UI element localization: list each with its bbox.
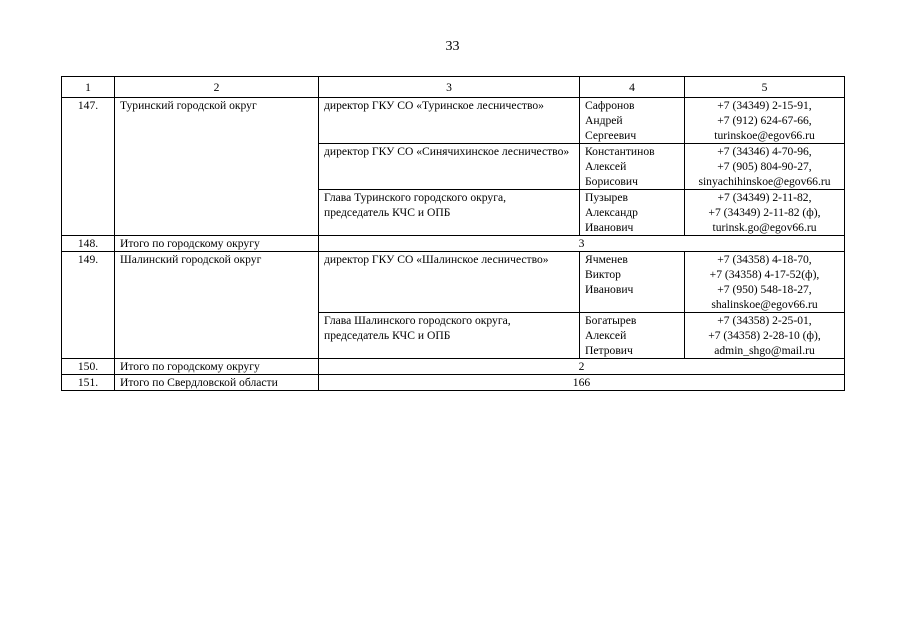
position-cell: Глава Туринского городского округа, председатель КЧС и ОПБ — [319, 190, 580, 236]
position-cell: Глава Шалинского городского округа, председатель КЧС и ОПБ — [319, 313, 580, 359]
surname: Сафронов — [585, 99, 635, 112]
phone: +7 (34358) 4-17-52(ф), — [709, 268, 820, 281]
phone: +7 (950) 548-18-27, — [717, 283, 812, 296]
total-value: 166 — [319, 375, 845, 391]
column-header: 5 — [685, 77, 845, 98]
person-name-cell — [580, 190, 685, 236]
district-name: Шалинский городской округ — [115, 252, 319, 359]
phone: +7 (912) 624-67-66, — [717, 114, 812, 127]
column-header: 4 — [580, 77, 685, 98]
contact-cell — [685, 313, 845, 359]
email: admin_shgo@mail.ru — [714, 344, 815, 357]
contact-cell — [685, 190, 845, 236]
table-header-row — [62, 77, 845, 98]
person-name-cell — [580, 313, 685, 359]
phone: +7 (34346) 4-70-96, — [717, 145, 812, 158]
phone: +7 (34358) 2-28-10 (ф), — [708, 329, 821, 342]
surname: Ячменев — [585, 253, 628, 266]
person-name-cell — [580, 98, 685, 144]
total-label: Итого по городскому округу — [115, 359, 319, 375]
surname: Богатырев — [585, 314, 637, 327]
column-header: 3 — [319, 77, 580, 98]
position-cell: директор ГКУ СО «Шалинское лесничество» — [319, 252, 580, 313]
patronymic: Борисович — [585, 175, 638, 188]
email: turinskoe@egov66.ru — [714, 129, 815, 142]
email: shalinskoe@egov66.ru — [711, 298, 818, 311]
total-label: Итого по Свердловской области — [115, 375, 319, 391]
row-number: 151. — [62, 375, 115, 391]
first-name: Виктор — [585, 268, 621, 281]
email: turinsk.go@egov66.ru — [712, 221, 817, 234]
contacts-table — [61, 76, 845, 391]
phone: +7 (34349) 2-11-82, — [717, 191, 812, 204]
row-number: 150. — [62, 359, 115, 375]
column-header: 1 — [62, 77, 115, 98]
patronymic: Иванович — [585, 221, 634, 234]
phone: +7 (905) 804-90-27, — [717, 160, 812, 173]
contact-cell — [685, 144, 845, 190]
district-name: Туринский городской округ — [115, 98, 319, 236]
patronymic: Сергеевич — [585, 129, 637, 142]
position-cell: директор ГКУ СО «Туринское лесничество» — [319, 98, 580, 144]
total-row — [62, 236, 845, 252]
phone: +7 (34358) 2-25-01, — [717, 314, 812, 327]
patronymic: Петрович — [585, 344, 633, 357]
page-number: 33 — [445, 39, 460, 54]
position-cell: директор ГКУ СО «Синячихинское лесничество» — [319, 144, 580, 190]
first-name: Алексей — [585, 160, 627, 173]
phone: +7 (34349) 2-11-82 (ф), — [708, 206, 821, 219]
person-name-cell — [580, 252, 685, 313]
total-row — [62, 359, 845, 375]
contact-cell — [685, 98, 845, 144]
surname: Пузырев — [585, 191, 628, 204]
row-number: 149. — [62, 252, 115, 359]
contact-cell — [685, 252, 845, 313]
table-row — [62, 98, 845, 144]
phone: +7 (34358) 4-18-70, — [717, 253, 812, 266]
total-value: 3 — [319, 236, 845, 252]
person-name-cell — [580, 144, 685, 190]
column-header: 2 — [115, 77, 319, 98]
first-name: Александр — [585, 206, 638, 219]
email: sinyachihinskoe@egov66.ru — [698, 175, 831, 188]
row-number: 148. — [62, 236, 115, 252]
first-name: Алексей — [585, 329, 627, 342]
surname: Константинов — [585, 145, 655, 158]
row-number: 147. — [62, 98, 115, 236]
table-row — [62, 252, 845, 313]
total-row — [62, 375, 845, 391]
total-value: 2 — [319, 359, 845, 375]
phone: +7 (34349) 2-15-91, — [717, 99, 812, 112]
patronymic: Иванович — [585, 283, 634, 296]
total-label: Итого по городскому округу — [115, 236, 319, 252]
first-name: Андрей — [585, 114, 623, 127]
